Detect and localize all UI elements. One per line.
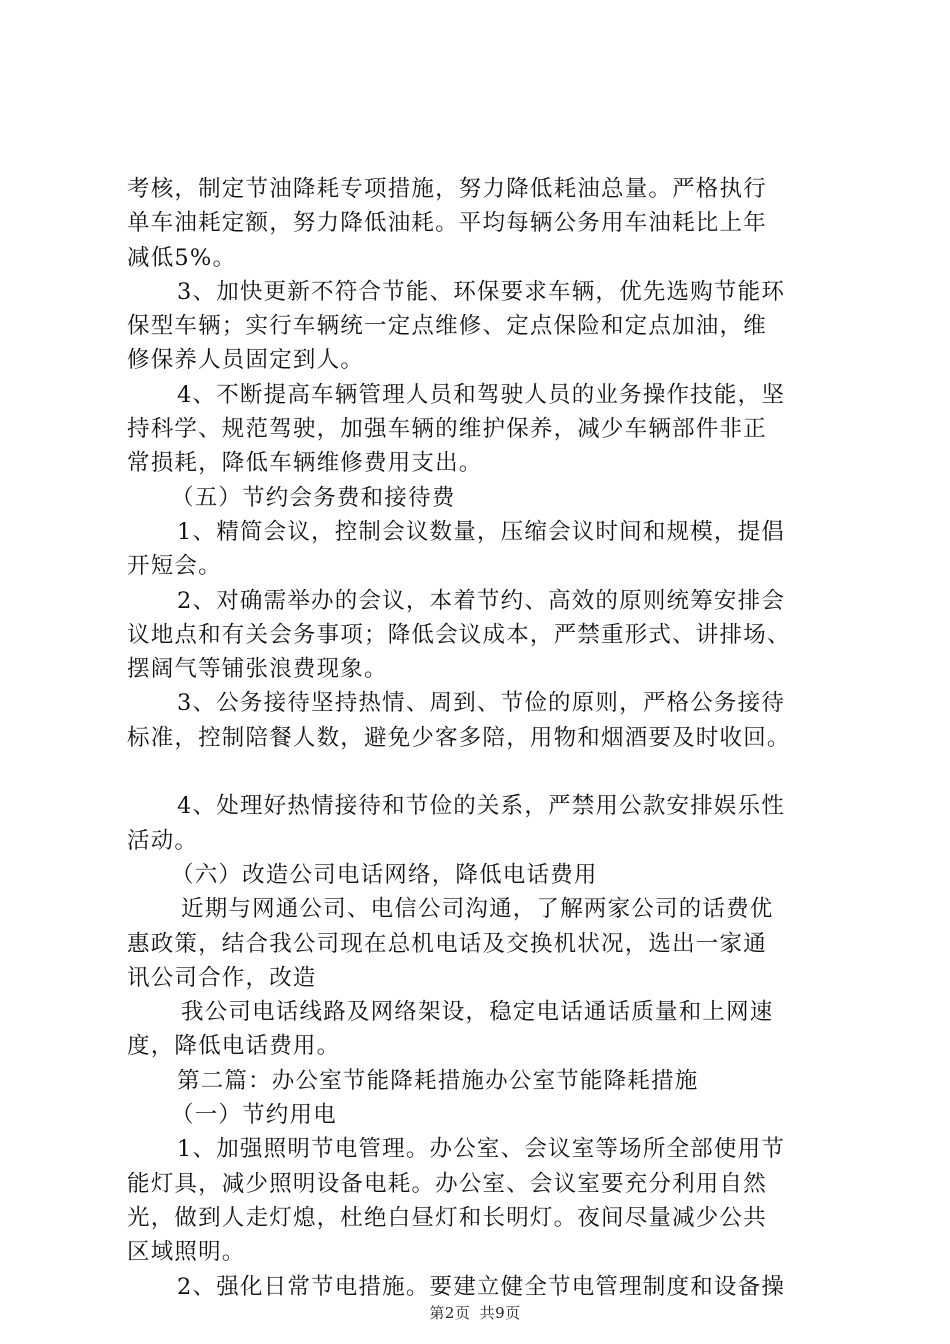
page-footer — [0, 1302, 950, 1323]
text-line: 减低5%。 — [127, 244, 237, 271]
text-line: 近期与网通公司、电信公司沟通，了解两家公司的话费优 — [181, 896, 774, 923]
text-line: 保型车辆；实行车辆统一定点维修、定点保险和定点加油，维 — [127, 313, 767, 340]
text-line: 区域照明。 — [127, 1239, 246, 1266]
text-line: 开短会。 — [127, 553, 222, 580]
text-line: 我公司电话线路及网络架设，稳定电话通话质量和上网速 — [181, 999, 774, 1026]
text-line: 惠政策，结合我公司现在总机电话及交换机状况，选出一家通 — [127, 930, 767, 957]
text-line: （一）节约用电 — [171, 1102, 337, 1129]
text-line: 标准，控制陪餐人数，避免少客多陪，用物和烟酒要及时收回。 — [127, 724, 791, 751]
text-line: 单车油耗定额，努力降低油耗。平均每辆公务用车油耗比上年 — [127, 210, 767, 237]
text-line: 光，做到人走灯熄，杜绝白昼灯和长明灯。夜间尽量减少公共 — [127, 1204, 767, 1231]
current-page-label: 第2页 — [429, 1304, 471, 1322]
text-line: 议地点和有关会务事项；降低会议成本，严禁重形式、讲排场、 — [127, 621, 791, 648]
document-body — [127, 172, 837, 1304]
text-line: （五）节约会务费和接待费 — [171, 484, 456, 511]
text-line: 讯公司合作，改造 — [127, 964, 317, 991]
total-pages-label: 共9页 — [479, 1304, 521, 1322]
text-line: 2、对确需举办的会议，本着节约、高效的原则统筹安排会 — [177, 587, 786, 614]
text-line: 活动。 — [127, 827, 199, 854]
text-line: （六）改造公司电话网络，降低电话费用 — [171, 861, 598, 888]
text-line: 1、加强照明节电管理。办公室、会议室等场所全部使用节 — [177, 1136, 786, 1163]
text-line: 3、加快更新不符合节能、环保要求车辆，优先选购节能环 — [177, 278, 786, 305]
text-line: 持科学、规范驾驶，加强车辆的维护保养，减少车辆部件非正 — [127, 416, 767, 443]
text-line: 4、不断提高车辆管理人员和驾驶人员的业务操作技能，坚 — [177, 381, 786, 408]
text-line: 第二篇：办公室节能降耗措施办公室节能降耗措施 — [177, 1067, 699, 1094]
text-line: 4、处理好热情接待和节俭的关系，严禁用公款安排娱乐性 — [177, 793, 786, 820]
text-line: 常损耗，降低车辆维修费用支出。 — [127, 450, 483, 477]
text-line: 能灯具，减少照明设备电耗。办公室、会议室要充分利用自然 — [127, 1170, 767, 1197]
text-line: 度，降低电话费用。 — [127, 1033, 341, 1060]
text-line: 1、精简会议，控制会议数量，压缩会议时间和规模，提倡 — [177, 518, 786, 545]
text-line: 2、强化日常节电措施。要建立健全节电管理制度和设备操 — [177, 1273, 786, 1300]
text-line: 修保养人员固定到人。 — [127, 347, 365, 374]
text-line: 考核，制定节油降耗专项措施，努力降低耗油总量。严格执行 — [127, 176, 767, 202]
text-line: 摆阔气等铺张浪费现象。 — [127, 656, 388, 683]
text-line: 3、公务接待坚持热情、周到、节俭的原则，严格公务接待 — [177, 690, 786, 717]
blank-line — [127, 755, 837, 789]
